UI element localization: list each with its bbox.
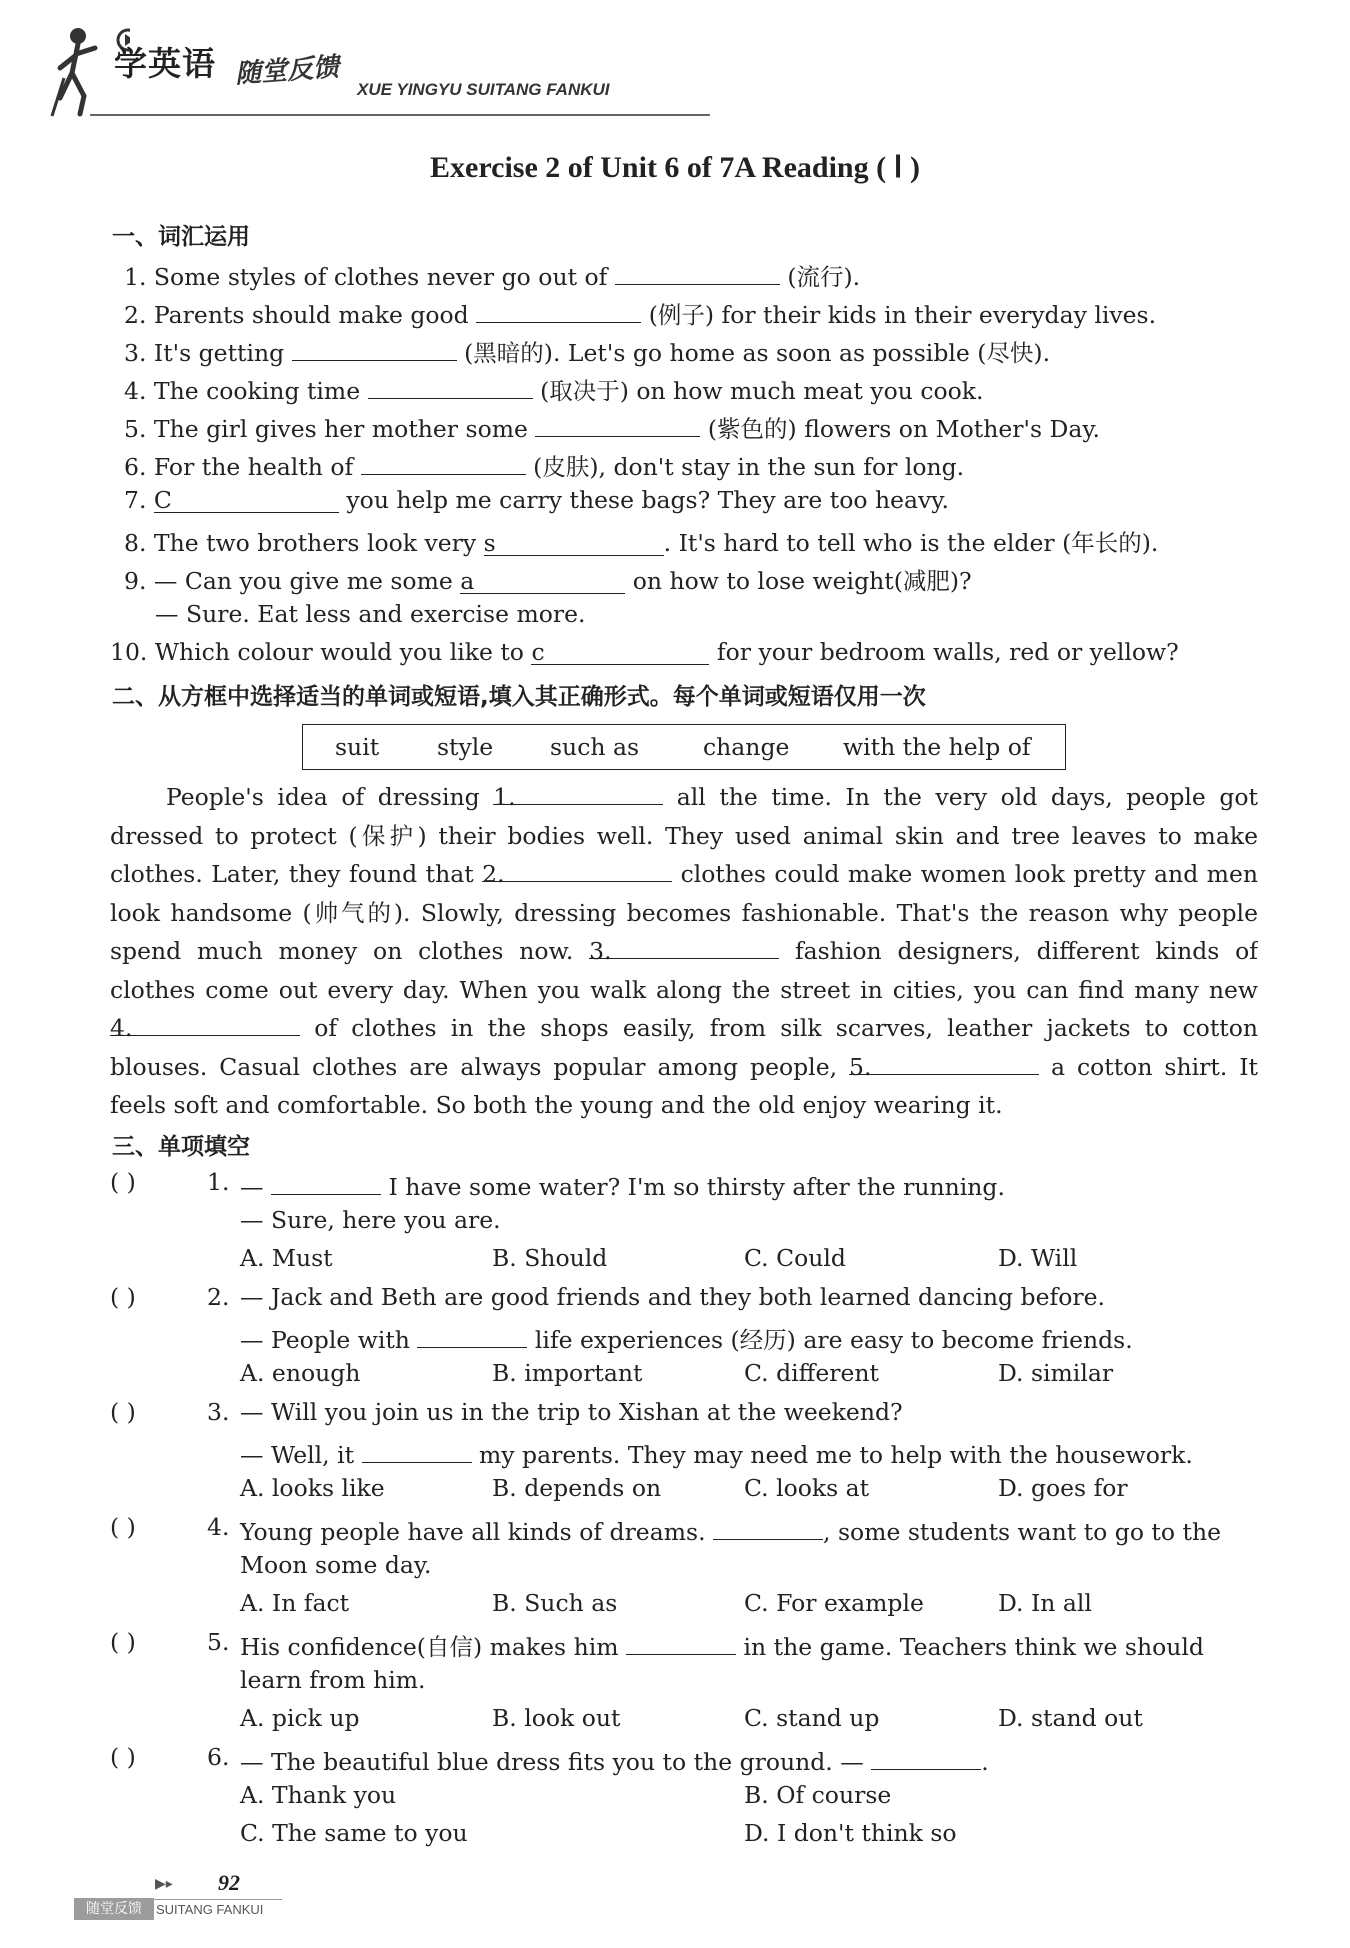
option-c[interactable]: C. For example xyxy=(744,1589,924,1617)
option-c[interactable]: C. different xyxy=(744,1359,879,1387)
answer-blank[interactable] xyxy=(271,1168,381,1195)
footer-label-en: SUITANG FANKUI xyxy=(156,1902,264,1917)
option-b[interactable]: B. important xyxy=(492,1359,643,1387)
vocab-item: 5. The girl gives her mother some (紫色的) flowers on Mother's Day. xyxy=(124,410,1100,444)
passage-line: feels soft and comfortable. So both the young and the old enjoy wearing it. xyxy=(110,1091,1003,1119)
option-b[interactable]: B. Should xyxy=(492,1244,608,1272)
question-number: 5. xyxy=(207,1628,230,1656)
vocab-item: 1. Some styles of clothes never go out of (流行). xyxy=(124,258,860,292)
answer-blank[interactable]: 1. xyxy=(493,778,663,805)
vocab-item: 6. For the health of (皮肤), don't stay in the sun for long. xyxy=(124,448,964,482)
cloze-passage xyxy=(110,778,1258,1125)
answer-bracket[interactable]: ( ) xyxy=(110,1283,136,1311)
answer-blank[interactable] xyxy=(362,1436,472,1463)
answer-bracket[interactable]: ( ) xyxy=(110,1743,136,1771)
answer-blank[interactable] xyxy=(476,296,641,323)
option-a[interactable]: A. In fact xyxy=(240,1589,350,1617)
option-b[interactable]: B. depends on xyxy=(492,1474,662,1502)
answer-blank[interactable]: 3. xyxy=(589,932,779,959)
vocab-item-reply: — Sure. Eat less and exercise more. xyxy=(155,600,586,628)
vocab-item: 2. Parents should make good (例子) for their kids in their everyday lives. xyxy=(124,296,1156,330)
header-subtitle-en: XUE YINGYU SUITANG FANKUI xyxy=(357,80,610,99)
answer-blank[interactable] xyxy=(417,1321,527,1348)
answer-blank[interactable] xyxy=(361,448,526,475)
answer-blank[interactable] xyxy=(615,258,780,285)
question-number: 2. xyxy=(207,1283,230,1311)
option-d[interactable]: D. I don't think so xyxy=(744,1819,957,1847)
answer-bracket[interactable]: ( ) xyxy=(110,1168,136,1196)
answer-blank[interactable]: c xyxy=(531,638,709,665)
answer-bracket[interactable]: ( ) xyxy=(110,1628,136,1656)
answer-blank[interactable] xyxy=(713,1513,823,1540)
answer-bracket[interactable]: ( ) xyxy=(110,1513,136,1541)
vocab-item: 3. It's getting (黑暗的). Let's go home as soon as possible (尽快). xyxy=(124,334,1050,368)
option-a[interactable]: A. looks like xyxy=(240,1474,385,1502)
vocab-item: 10. Which colour would you like to c for your bedroom walls, red or yellow? xyxy=(110,638,1179,666)
passage-line: 4. of clothes in the shops easily, from silk scarves, leather jackets to cotton xyxy=(110,1009,1258,1048)
passage-line: blouses. Casual clothes are always popular among people, 5. a cotton shirt. It xyxy=(110,1048,1258,1087)
passage-line: look handsome (帅气的). Slowly, dressing becomes fashionable. That's the reason why people xyxy=(110,898,1258,927)
option-c[interactable]: C. looks at xyxy=(744,1474,870,1502)
answer-blank[interactable]: 5. xyxy=(849,1048,1039,1075)
page-number: 92 xyxy=(218,1870,240,1895)
option-c[interactable]: C. stand up xyxy=(744,1704,880,1732)
answer-blank[interactable]: 2. xyxy=(482,855,672,882)
section1-heading: 一、词汇运用 xyxy=(112,224,250,250)
word-option: with the help of xyxy=(843,733,1031,761)
passage-line: People's idea of dressing 1. all the time. In the very old days, people got xyxy=(110,778,1258,817)
option-c[interactable]: C. The same to you xyxy=(240,1819,468,1847)
passage-line: spend much money on clothes now. 3. fashion designers, different kinds of xyxy=(110,932,1258,971)
passage-line: clothes. Later, they found that 2. clothes could make women look pretty and men xyxy=(110,855,1258,894)
answer-blank[interactable] xyxy=(871,1743,981,1770)
option-b[interactable]: B. Such as xyxy=(492,1589,618,1617)
passage-line: dressed to protect (保护) their bodies well. They used animal skin and tree leaves to make xyxy=(110,821,1258,850)
question-number: 6. xyxy=(207,1743,230,1771)
answer-blank[interactable] xyxy=(292,334,457,361)
word-option: style xyxy=(437,733,494,761)
question-reply: — Sure, here you are. xyxy=(240,1206,501,1234)
passage-line: clothes come out every day. When you walk along the street in cities, you can find many new xyxy=(110,975,1258,1004)
option-a[interactable]: A. Thank you xyxy=(240,1781,397,1809)
option-d[interactable]: D. stand out xyxy=(998,1704,1143,1732)
word-box xyxy=(302,724,1066,770)
answer-blank[interactable] xyxy=(368,372,533,399)
footer-label: 随堂反馈 xyxy=(74,1898,154,1920)
option-d[interactable]: D. Will xyxy=(998,1244,1078,1272)
option-d[interactable]: D. In all xyxy=(998,1589,1092,1617)
vocab-item: 8. The two brothers look very s . It's hard to tell who is the elder (年长的). xyxy=(124,529,1159,557)
option-a[interactable]: A. Must xyxy=(240,1244,333,1272)
header-divider xyxy=(90,114,710,116)
answer-blank[interactable] xyxy=(626,1628,736,1655)
answer-blank[interactable]: 4. xyxy=(110,1009,300,1036)
answer-blank[interactable]: s xyxy=(484,529,664,556)
header-subtitle: 随堂反馈 xyxy=(234,52,341,90)
answer-bracket[interactable]: ( ) xyxy=(110,1398,136,1426)
vocab-item: 4. The cooking time (取决于) on how much meat you cook. xyxy=(124,372,984,406)
question-number: 3. xyxy=(207,1398,230,1426)
vocab-item: 7. C you help me carry these bags? They are too heavy. xyxy=(124,486,949,514)
option-a[interactable]: A. pick up xyxy=(240,1704,360,1732)
question-number: 4. xyxy=(207,1513,230,1541)
answer-blank[interactable]: a xyxy=(460,567,625,594)
option-a[interactable]: A. enough xyxy=(240,1359,361,1387)
option-d[interactable]: D. similar xyxy=(998,1359,1114,1387)
section3-heading: 三、单项填空 xyxy=(112,1134,250,1160)
worksheet-page: 学英语 随堂反馈 XUE YINGYU SUITANG FANKUI Exercise 2 of Unit 6 of 7A Reading ( Ⅰ ) 一、词汇运用 1. Some styles of clothes never go out of (流行). 2. Parents should make good (例子) for their kids in their everyday lives. 3. It's getting (黑暗的). Let's go home as soon as possible (尽快). 4. The cooking time (取决于) on how much meat you cook. 5. The girl gives her mother some (紫色的) flowers on Mother's Day. 6. For the health of (皮肤), don't stay in the sun for long. 7. C you help me carry these bags? They are too heavy. 8. The two brothers look very s . It's hard to tell who is the elder (年长的). 9. — Can you give me some a on how to lose weight(减肥)? — Sure. Eat less and exercise more. 10. Which colour would you like to c for your bedroom walls, red or yellow? 二、从方框中选择适当的单词或短语,填入其正确形式。每个单词或短语仅用一次 suit style such as change with the help of People's idea of dressing 1. all the time. In the very old days, people got dressed to protect (保护) their bodies well. They used animal skin and tree leaves to make clothes. Later, they found that 2. clothes could make women look pretty and men look handsome (帅气的). Slowly, dressing becomes fashionable. That's the reason why people spend much money on clothes now. 3. fashion designers, different kinds of clothes come out every day. When you walk along the street in cities, you can find many new 4. of clothes in the shops easily, from silk scarves, leather jackets to cotton blouses. Casual clothes are always popular among people, 5. a cotton shirt. It feels soft and comfortable. So both the young and the old enjoy wearing it. 三、单项填空 ( ) 1. — I have some water? I'm so thirsty after the running. — Sure, here you are. A. Must B. Should C. Could D. Will ( ) 2. — Jack and Beth are good friends and they both learned dancing before. — People with life experiences (经历) are easy to become friends. A. enough B. important C. different D. similar ( ) 3. — Will you join us in the trip to Xishan at the weekend? — Well, it my parents. They may need me to help with the housework. A. looks like B. depends on C. looks at D. goes for ( ) 4. Young people have all kinds of dreams. , some students want to go to the Moon some day. A. In fact B. Such as C. For example D. In all ( ) 5. His confidence(自信) makes him in the game. Teachers think we should learn from him. A. pick up B. look out C. stand up D. stand out ( ) 6. — The beautiful blue dress fits you to the ground. — . A. Thank you B. Of course C. The same to you D. I don't think so ▶▸ 92 随堂反馈 SUITANG FANKUI xyxy=(0,0,1350,1948)
vocab-item: 9. — Can you give me some a on how to lose weight(减肥)? xyxy=(124,567,972,595)
footer-divider xyxy=(154,1899,282,1900)
section2-heading: 二、从方框中选择适当的单词或短语,填入其正确形式。每个单词或短语仅用一次 xyxy=(112,684,926,710)
option-b[interactable]: B. look out xyxy=(492,1704,621,1732)
word-option: suit xyxy=(335,733,380,761)
header-title: 学英语 xyxy=(114,44,216,83)
option-d[interactable]: D. goes for xyxy=(998,1474,1128,1502)
page-arrow-icon: ▶▸ xyxy=(155,1876,173,1892)
option-c[interactable]: C. Could xyxy=(744,1244,846,1272)
book-header xyxy=(50,18,700,118)
word-option: change xyxy=(703,733,790,761)
exercise-title: Exercise 2 of Unit 6 of 7A Reading ( Ⅰ ) xyxy=(430,151,920,184)
answer-blank[interactable]: C xyxy=(154,486,339,513)
option-b[interactable]: B. Of course xyxy=(744,1781,892,1809)
question-number: 1. xyxy=(207,1168,230,1196)
word-option: such as xyxy=(550,733,640,761)
answer-blank[interactable] xyxy=(535,410,700,437)
